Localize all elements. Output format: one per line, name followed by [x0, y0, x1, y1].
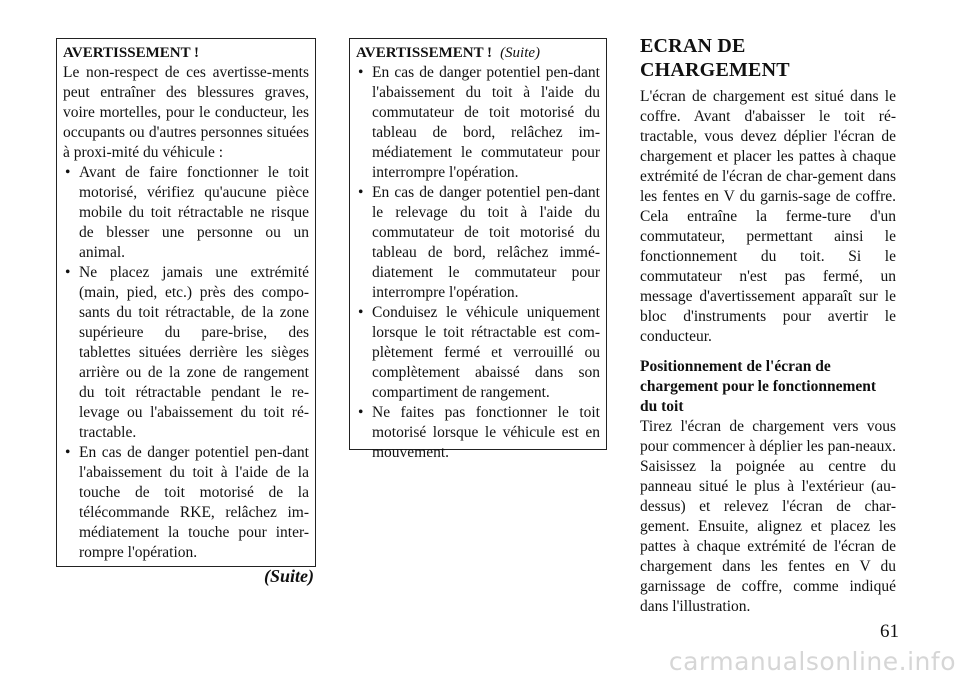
subheading: Positionnement de l'écran de chargement pour le fonctionnement du toit [640, 358, 877, 415]
warning-list [356, 63, 600, 463]
continued-label: (Suite) [264, 566, 315, 586]
warning-list [63, 163, 309, 563]
section-heading: ECRAN DE CHARGEMENT [640, 35, 790, 81]
warning-bullet: • En cas de danger potentiel pen-dant le relevage du toit à l'aide du commutateur de toit motorisé du tableau de bord, relâchez immé-diatement le commutateur pour interrompre l'opération. [356, 183, 600, 303]
warning-box-2 [349, 38, 607, 461]
paragraph: Tirez l'écran de chargement vers vous pour commencer à déplier les pan-neaux. Saisissez la poignée au centre du panneau situé le plus à l'extérieur (au-dessus) et relevez l'écran de char-gement. Ensuite, alignez et placez les pattes à chaque extrémité de l'écran de chargement dans les fentes en V du garnissage de coffre, comme indiqué dans l'illustration. [640, 418, 896, 615]
warning-bullet: • Conduisez le véhicule uniquement lorsque le toit rétractable est com-plètement fermé et verrouillé ou complètement abaissé dans son compartiment de rangement. [356, 303, 600, 403]
warning-title: AVERTISSEMENT ! [356, 45, 493, 61]
warning-bullet: • En cas de danger potentiel pen-dant l'abaissement du toit à l'aide de la touche de toit motorisé de la télécommande RKE, relâchez im-médiatement la touche pour inter-rompre l'opération. [63, 443, 309, 563]
warning-bullet: • En cas de danger potentiel pen-dant l'abaissement du toit à l'aide du commutateur de toit motorisé du tableau de bord, relâchez im-médiatement le commutateur pour interrompre l'opération. [356, 63, 600, 183]
warning-intro: Le non-respect de ces avertisse-ments peut entraîner des blessures graves, voire mortelles, pour le conducteur, les occupants ou d'autres personnes situées à proxi-mité du véhicule : [63, 64, 309, 161]
warning-title-continued [356, 43, 600, 63]
warning-box-1 [56, 38, 316, 567]
warning-title: AVERTISSEMENT ! [63, 45, 200, 61]
watermark: carmanualsonline.info [668, 647, 956, 676]
warning-bullet: • Ne placez jamais une extrémité (main, pied, etc.) près des compo-sants du toit rétractable, de la zone supérieure du pare-brise, des tablettes situées derrière les sièges arrière ou de la zone de rangement du toit rétractable pendant le re-levage ou l'abaissement du toit ré-tractable. [63, 263, 309, 443]
warning-bullet: • Ne faites pas fonctionner le toit motorisé lorsque le véhicule est en mouvement. [356, 403, 600, 463]
page-number: 61 [880, 621, 899, 642]
paragraph: L'écran de chargement est situé dans le coffre. Avant d'abaisser le toit ré-tractable, vous devez déplier l'écran de chargement et placer les pattes à chaque extrémité de l'écran de char-gement dans les fentes en V du garnis-sage de coffre. Cela entraîne la ferme-ture d'un commutateur, permettant ainsi le fonctionnement du toit. Si le commutateur n'est pas fermé, un message d'avertissement apparaît sur le bloc d'instruments pour avertir le conducteur. [640, 88, 896, 345]
section-load-screen [640, 34, 896, 617]
warning-bullet: • Avant de faire fonctionner le toit motorisé, vérifiez qu'aucune pièce mobile du toit rétractable ne risque de blesser une personne ou un animal. [63, 163, 309, 263]
continued-tag: (Suite) [500, 45, 541, 61]
